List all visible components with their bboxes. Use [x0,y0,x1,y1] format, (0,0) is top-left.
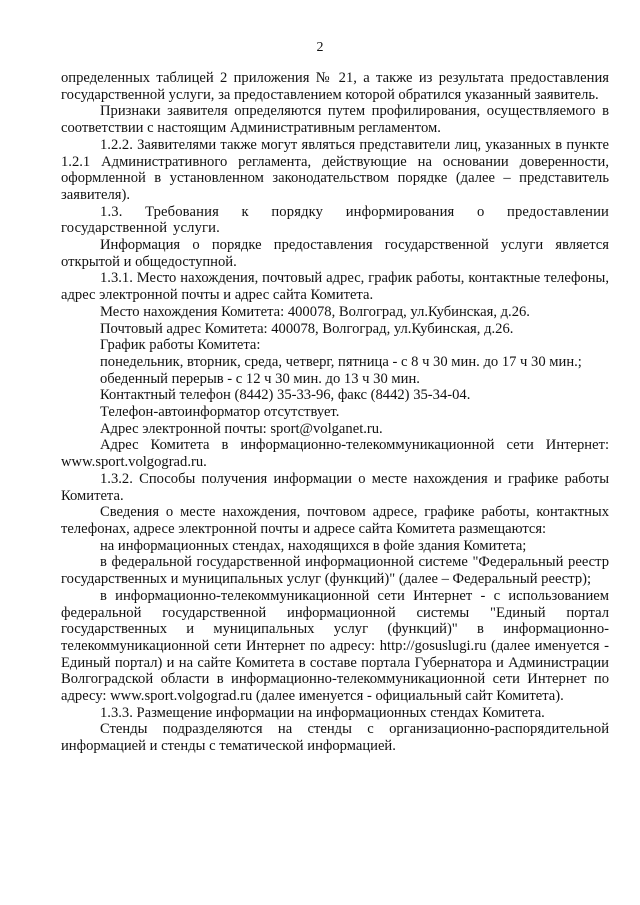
paragraph-1-3: 1.3. Требования к порядку информирования о предоставлении государственной услуги. [61,203,609,237]
document-body [61,70,609,755]
paragraph-schedule-title: График работы Комитета: [100,337,261,354]
page-number: 2 [316,40,324,55]
paragraph-applicant-signs: Признаки заявителя определяются путем профилирования, осуществляемого в соответствии с настоящим Административным регламентом. [61,103,609,137]
paragraph-1-3-2: 1.3.2. Способы получения информации о месте нахождения и графике работы Комитета. [61,470,609,504]
paragraph-location: Место нахождения Комитета: 400078, Волгоград, ул.Кубинская, д.26. [100,303,530,320]
paragraph-1-3-3: 1.3.3. Размещение информации на информационных стендах Комитета. [100,704,545,721]
paragraph-1-3-1: 1.3.1. Место нахождения, почтовый адрес, график работы, контактные телефоны, адрес электронной почты и адрес сайта Комитета. [61,270,609,304]
paragraph-stands-types: Стенды подразделяются на стенды с организационно-распорядительной информацией и стенды с тематической информацией. [61,721,609,755]
paragraph-info-placement: Сведения о месте нахождения, почтовом адресе, графике работы, контактных телефонах, адресе электронной почты и адресе сайта Комитета размещаются: [61,504,609,537]
paragraph-applicant-result: определенных таблицей 2 приложения № 21, а также из результата предоставления государственной услуги, за предоставлением которой обратился указанный заявитель. [61,70,609,103]
paragraph-internet-portal: в информационно-телекоммуникационной сети Интернет - с использованием федеральной государственной информационной системы "Единый портал государственных и муниципальных услуг (функций)" в информационно-телекоммуникационной сети Интернет по адресу: http://gosuslugi.ru (далее именуется - Единый портал) и на сайте Комитета в составе портала Губернатора и Администрации Волгоградской области в информационно-телекоммуникационной сети Интернет по адресу: www.sport.volgograd.ru (далее именуется - официальный сайт Комитета). [61,587,609,705]
paragraph-federal-registry: в федеральной государственной информационной системе "Федеральный реестр государственных и муниципальных услуг (функций)" (далее – Федеральный реестр); [61,554,609,588]
paragraph-schedule-weekdays: понедельник, вторник, среда, четверг, пятница - с 8 ч 30 мин. до 17 ч 30 мин.; [100,353,582,370]
paragraph-postal-address: Почтовый адрес Комитета: 400078, Волгоград, ул.Кубинская, д.26. [100,320,514,337]
paragraph-schedule-break: обеденный перерыв - с 12 ч 30 мин. до 13 ч 30 мин. [100,370,420,387]
paragraph-email: Адрес электронной почты: sport@volganet.ru. [100,420,383,437]
paragraph-info-stands: на информационных стендах, находящихся в фойе здания Комитета; [100,537,527,554]
paragraph-website: Адрес Комитета в информационно-телекоммуникационной сети Интернет: www.sport.volgograd.ru. [61,437,609,471]
paragraph-info-open: Информация о порядке предоставления государственной услуги является открытой и общедоступной. [61,237,609,270]
paragraph-1-2-2: 1.2.2. Заявителями также могут являться представители лиц, указанных в пункте 1.2.1 Административного регламента, действующие на основании доверенности, оформленной в установленном законодательством порядке (далее – представитель заявителя). [61,136,609,203]
paragraph-autoinformer: Телефон-автоинформатор отсутствует. [100,404,340,421]
paragraph-phone-fax: Контактный телефон (8442) 35-33-96, факс (8442) 35-34-04. [100,387,471,404]
